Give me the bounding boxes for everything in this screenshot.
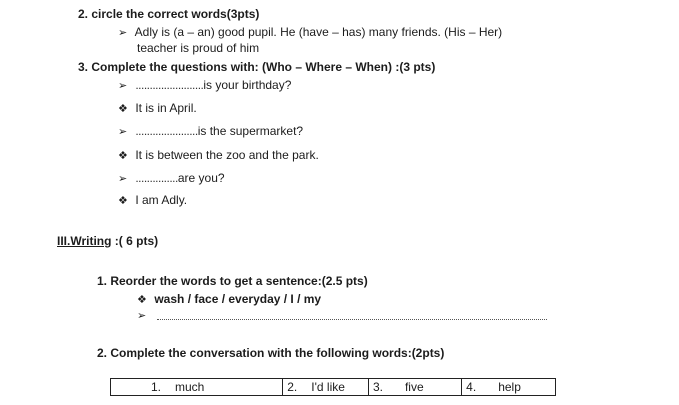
answer-line[interactable] bbox=[157, 319, 547, 320]
arrow-bullet-icon: ➢ bbox=[118, 27, 128, 39]
word-value: much bbox=[175, 380, 205, 394]
q3-item-text: are you? bbox=[177, 171, 225, 185]
q3-item-text: I am Adly. bbox=[135, 193, 188, 207]
q3-title: 3. Complete the questions with: (Who – Where – When) :(3 pts) bbox=[78, 60, 436, 74]
diamond-bullet-icon: ❖ bbox=[137, 294, 147, 306]
word-value: I'd like bbox=[311, 380, 345, 394]
q3-item-5 bbox=[118, 171, 225, 186]
w1-title: 1. Reorder the words to get a sentence:(2.5 pts) bbox=[97, 274, 368, 288]
q3-item-4 bbox=[118, 148, 319, 163]
q2-line2: teacher is proud of him bbox=[137, 41, 260, 55]
diamond-bullet-icon: ❖ bbox=[118, 103, 128, 115]
q3-item-1 bbox=[118, 78, 291, 93]
q3-item-text: is the supermarket? bbox=[197, 124, 304, 138]
blank-line[interactable]: ........................ bbox=[135, 78, 204, 92]
word-bank-cell bbox=[368, 379, 461, 396]
q2-item bbox=[118, 25, 502, 40]
word-value: help bbox=[498, 380, 521, 394]
word-bank-row bbox=[111, 379, 556, 396]
word-value: five bbox=[404, 380, 424, 394]
q3-item-text: It is between the zoo and the park. bbox=[135, 148, 319, 162]
word-bank-table bbox=[110, 378, 556, 396]
diamond-bullet-icon: ❖ bbox=[118, 150, 128, 162]
writing-points: :( 6 pts) bbox=[111, 234, 159, 248]
blank-line[interactable]: ............... bbox=[135, 171, 178, 185]
q3-item-6 bbox=[118, 193, 187, 208]
q3-item-3 bbox=[118, 124, 303, 139]
q3-item-2 bbox=[118, 101, 197, 116]
q3-item-text: is your birthday? bbox=[203, 78, 292, 92]
w1-answer-arrow bbox=[137, 308, 151, 323]
arrow-bullet-icon: ➢ bbox=[118, 173, 128, 185]
arrow-bullet-icon: ➢ bbox=[118, 80, 128, 92]
arrow-bullet-icon: ➢ bbox=[137, 310, 147, 322]
word-number: 4. bbox=[466, 380, 477, 394]
w1-words bbox=[137, 292, 321, 307]
word-bank-cell bbox=[111, 379, 283, 396]
w2-title: 2. Complete the conversation with the following words:(2pts) bbox=[97, 346, 445, 360]
q3-item-text: It is in April. bbox=[135, 101, 197, 115]
q2-line1: Adly is (a – an) good pupil. He (have – has) many friends. (His – Her) bbox=[134, 25, 503, 39]
writing-heading bbox=[57, 234, 158, 248]
arrow-bullet-icon: ➢ bbox=[118, 126, 128, 138]
diamond-bullet-icon: ❖ bbox=[118, 195, 128, 207]
word-number: 2. bbox=[287, 380, 298, 394]
writing-title: III.Writing bbox=[57, 234, 112, 248]
q2-title: 2. circle the correct words(3pts) bbox=[78, 7, 260, 21]
word-number: 1. bbox=[151, 380, 162, 394]
word-bank-cell bbox=[283, 379, 369, 396]
word-bank-cell bbox=[462, 379, 556, 396]
blank-line[interactable]: ...................... bbox=[135, 124, 198, 138]
word-number: 3. bbox=[372, 380, 383, 394]
w1-word-list: wash / face / everyday / I / my bbox=[154, 292, 322, 306]
